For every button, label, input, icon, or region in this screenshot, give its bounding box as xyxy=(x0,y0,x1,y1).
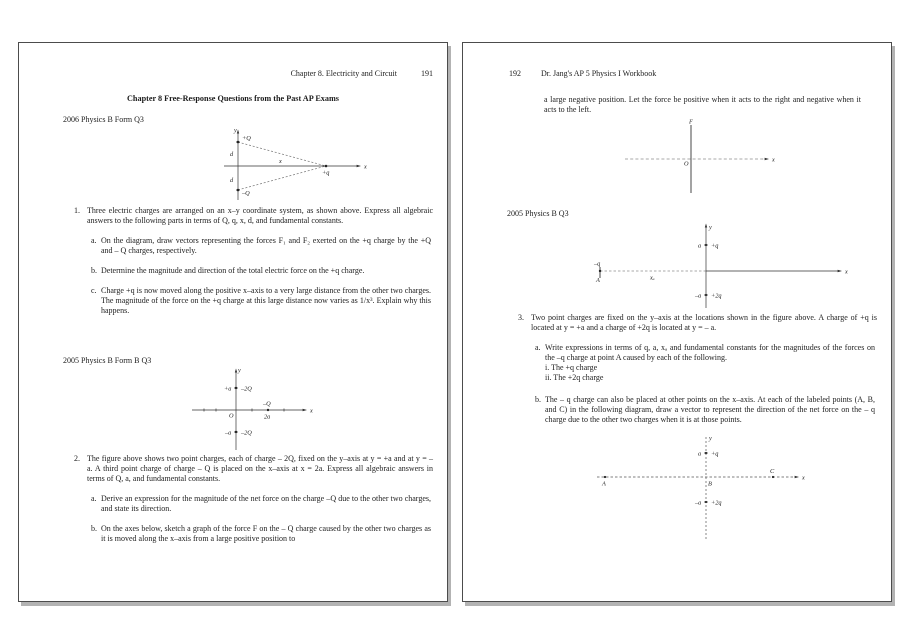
y-axis-label: y xyxy=(234,127,237,134)
left-page xyxy=(18,42,448,602)
point-A-label: A xyxy=(602,480,606,488)
plusq-dot xyxy=(325,165,328,168)
question-3-number: 3. xyxy=(518,313,524,322)
x-axis-label: x xyxy=(310,407,313,415)
top-charge-dot xyxy=(235,387,237,389)
bottom-charge-dot xyxy=(235,431,237,433)
section3-label: 2005 Physics B Q3 xyxy=(507,209,569,218)
question-3-item-b xyxy=(535,395,875,425)
left-page-header xyxy=(19,69,433,79)
item-label: a. xyxy=(91,236,97,245)
plus-a-label: +a xyxy=(224,385,232,393)
item-label: b. xyxy=(91,524,97,533)
force-line-top xyxy=(238,142,326,166)
y-axis-label: y xyxy=(709,435,712,442)
a-tick-label: a xyxy=(698,450,702,458)
x-axis-label: x xyxy=(364,163,367,171)
horizontal-axis-arrow xyxy=(765,158,769,160)
item-text: The – q charge can also be placed at other points on the x–axis. At each of the labeled points (A, B, and C) in the following diagram, draw a vector to represent the direction of the net force on the – q charge due to the other two charges when it is at those points. xyxy=(545,395,875,424)
minus-a-tick-label: –a xyxy=(695,292,702,300)
point-C-dot xyxy=(772,476,774,478)
origin-label: O xyxy=(684,160,689,168)
x-axis-label: x xyxy=(845,268,848,276)
x-axis-arrow xyxy=(838,270,842,272)
page-number: 191 xyxy=(421,69,433,78)
page-number: 192 xyxy=(509,69,521,78)
question-1-number: 1. xyxy=(74,206,80,215)
diagram-point-A xyxy=(584,221,854,311)
question-1 xyxy=(74,206,433,226)
item-text-body: Write expressions in terms of q, a, xₐ and fundamental constants for the magnitudes of the forces on the –q charge at point A caused by each of the following. xyxy=(545,343,875,362)
y-axis-label: y xyxy=(238,367,241,374)
item-label: c. xyxy=(91,286,97,295)
x-distance-label: x xyxy=(279,158,282,165)
point-A-label: A xyxy=(596,277,600,284)
running-head: Chapter 8. Electricity and Circuit xyxy=(290,69,397,78)
minusQ-dot xyxy=(237,189,240,192)
item-text: On the axes below, sketch a graph of the force F on the – Q charge caused by the other two charges as it is moved along the x–axis from a large positive position to xyxy=(101,524,431,543)
x-charge-dot xyxy=(267,409,269,411)
item-label: b. xyxy=(535,395,541,404)
top-charge-label: +q xyxy=(711,242,719,250)
section2-label: 2005 Physics B Form B Q3 xyxy=(63,356,152,365)
question-1-text: Three electric charges are arranged on an x–y coordinate system, as shown above. Express all algebraic answers to the following parts in terms of Q, q, x, d, and fundamental constants. xyxy=(87,206,433,225)
bottom-charge-dot xyxy=(705,501,707,503)
bottom-charge-label: +2q xyxy=(711,292,722,300)
question-2-item-b xyxy=(91,524,431,544)
question-2-item-a xyxy=(91,494,431,514)
plusQ-dot xyxy=(237,141,240,144)
question-2 xyxy=(74,454,433,484)
section1-label: 2006 Physics B Form Q3 xyxy=(63,115,144,124)
point-A-dot xyxy=(604,476,606,478)
item-text: On the diagram, draw vectors representing the forces F₁ and F₂ exerted on the +q charge by the +Q and – Q charges, respectively. xyxy=(101,236,431,255)
question-1-item-c xyxy=(91,286,431,316)
bottom-charge-label: +2q xyxy=(711,499,722,507)
point-B-label: B xyxy=(708,480,712,488)
item-label: b. xyxy=(91,266,97,275)
y-axis-arrow xyxy=(237,130,239,134)
top-charge-label: –2Q xyxy=(241,385,252,393)
item-sub-i: i. The +q charge xyxy=(545,363,598,372)
question-1-item-b xyxy=(91,266,431,276)
item-text: Derive an expression for the magnitude of the net force on the charge –Q due to the other two charges, and state its direction. xyxy=(101,494,431,513)
x-axis-arrow xyxy=(303,409,307,411)
question-2-number: 2. xyxy=(74,454,80,463)
diagram-blank-graph-axes xyxy=(619,117,784,195)
point-A-dot xyxy=(599,270,601,272)
d-top-label: d xyxy=(230,151,234,158)
diagram-two-charges-minusQ xyxy=(184,366,314,452)
y-axis-label: y xyxy=(709,224,712,231)
a-tick-label: a xyxy=(698,242,702,250)
point-C-label: C xyxy=(770,468,775,475)
x-charge-label: –Q xyxy=(263,400,271,408)
vertical-axis-label: F xyxy=(689,118,693,126)
item-label: a. xyxy=(91,494,97,503)
diagram-three-charges xyxy=(208,126,378,204)
x-axis-arrow xyxy=(357,165,361,167)
question-3 xyxy=(518,313,877,333)
item-text xyxy=(545,343,875,383)
top-charge-label: +q xyxy=(711,450,719,458)
horizontal-axis-label: x xyxy=(772,156,775,164)
origin-label: O xyxy=(229,412,234,420)
right-page xyxy=(462,42,892,602)
item-text: Determine the magnitude and direction of the total electric force on the +q charge. xyxy=(101,266,365,275)
x-tick-label: 2a xyxy=(264,413,271,421)
force-line-bottom xyxy=(238,166,326,190)
diagram-points-ABC xyxy=(591,431,816,545)
question-3-item-a xyxy=(535,343,875,383)
x-axis-arrow xyxy=(795,476,799,478)
right-page-header xyxy=(509,69,891,79)
chapter-title: Chapter 8 Free-Response Questions from the Past AP Exams xyxy=(127,94,339,103)
plusQ-label: +Q xyxy=(242,135,251,142)
y-axis-arrow xyxy=(235,369,237,373)
item-text: Charge +q is now moved along the positive x–axis to a very large distance from the other two charges. The magnitude of the force on the +q charge at this large distance now varies as 1/x³. Explain why this happens. xyxy=(101,286,431,315)
test-charge-label: –q xyxy=(594,260,601,268)
question-1-item-a xyxy=(91,236,431,256)
top-charge-dot xyxy=(705,244,707,246)
d-bottom-label: d xyxy=(230,177,234,184)
item-sub-ii: ii. The +2q charge xyxy=(545,373,604,382)
question-2-text: The figure above shows two point charges, each of charge – 2Q, fixed on the y–axis at y = +a and at y = – a. A third point charge of charge – Q is placed on the x–axis at x = 2a. Express all algebraic answers in terms of Q, a, and fundamental constants. xyxy=(87,454,433,483)
top-charge-dot xyxy=(705,452,707,454)
minusQ-label: –Q xyxy=(242,190,250,197)
bottom-charge-label: –2Q xyxy=(241,429,252,437)
question-3-text: Two point charges are fixed on the y–axis at the locations shown in the figure above. A charge of +q is located at y = +a and a charge of +2q is located at y = – a. xyxy=(531,313,877,332)
bottom-charge-dot xyxy=(705,294,707,296)
running-head: Dr. Jang's AP 5 Physics I Workbook xyxy=(541,69,657,78)
xa-distance-label: xₐ xyxy=(650,274,655,282)
plusq-label: +q xyxy=(322,169,330,177)
x-axis-label: x xyxy=(802,474,805,482)
continuation-paragraph: a large negative position. Let the force be positive when it acts to the right and negative when it acts to the left. xyxy=(544,95,861,114)
item-label: a. xyxy=(535,343,541,352)
minus-a-label: –a xyxy=(225,429,232,437)
y-axis-arrow xyxy=(705,224,707,228)
minus-a-tick-label: –a xyxy=(695,499,702,507)
